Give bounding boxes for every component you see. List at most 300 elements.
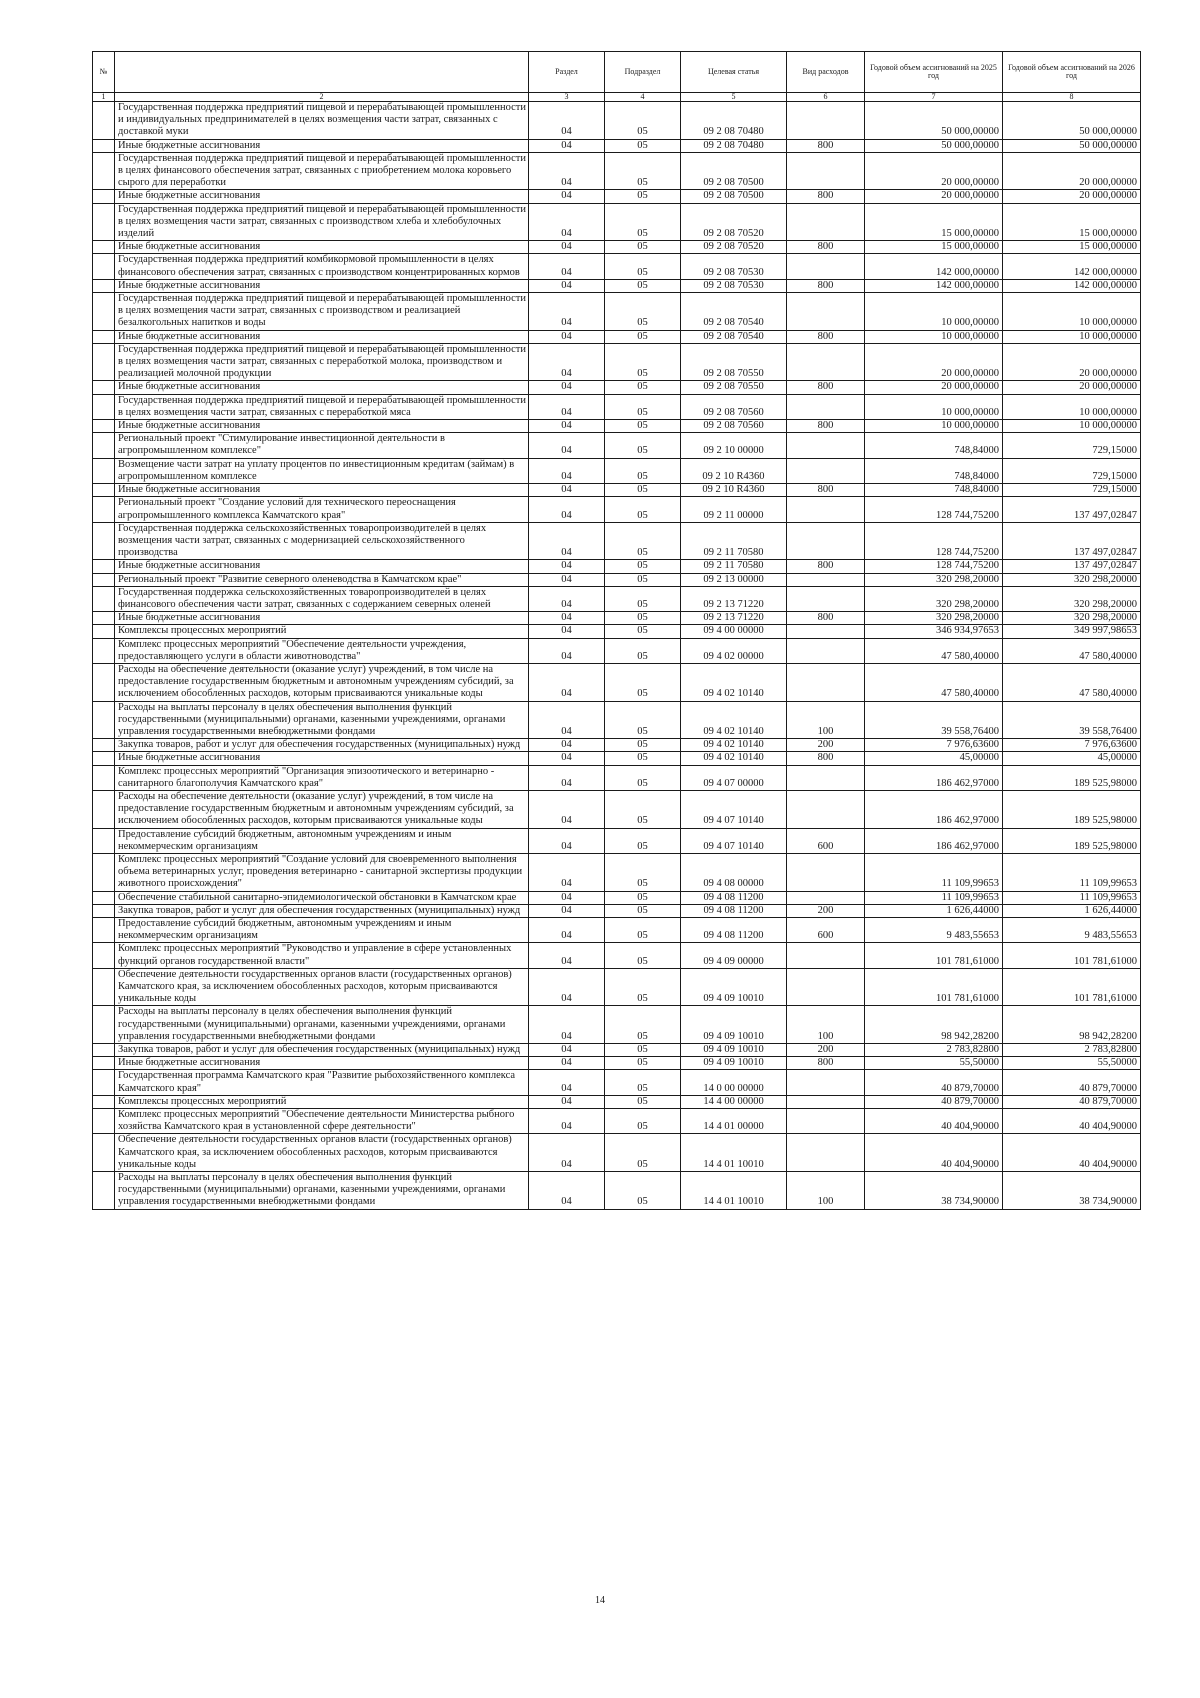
amount-2025-cell: 142 000,00000: [865, 254, 1003, 279]
expense-type-cell: 200: [787, 904, 865, 917]
amount-2025-cell: 748,84000: [865, 433, 1003, 458]
amount-2025-cell: 10 000,00000: [865, 420, 1003, 433]
amount-2025-cell: 40 404,90000: [865, 1134, 1003, 1172]
description-cell: Закупка товаров, работ и услуг для обеспечения государственных (муниципальных) нужд: [115, 904, 529, 917]
target-article-cell: 09 2 08 70530: [681, 254, 787, 279]
amount-2026-cell: 9 483,55653: [1003, 918, 1141, 943]
expense-type-cell: [787, 254, 865, 279]
section-cell: 04: [529, 891, 605, 904]
target-article-cell: 09 4 09 10010: [681, 1044, 787, 1057]
table-row: [93, 241, 1141, 254]
description-cell: Обеспечение деятельности государственных органов власти (государственных органов) Камчатского края, за исключением обособленных расходов, которым присваиваются уникальные коды: [115, 968, 529, 1006]
row-number-cell: [93, 330, 115, 343]
amount-2026-cell: 20 000,00000: [1003, 343, 1141, 381]
amount-2025-cell: 40 404,90000: [865, 1109, 1003, 1134]
expense-type-cell: [787, 497, 865, 522]
amount-2025-cell: 38 734,90000: [865, 1172, 1003, 1210]
description-cell: Иные бюджетные ассигнования: [115, 484, 529, 497]
row-number-cell: [93, 1172, 115, 1210]
description-cell: Иные бюджетные ассигнования: [115, 1057, 529, 1070]
header-description: [115, 52, 529, 93]
target-article-cell: 09 2 08 70540: [681, 330, 787, 343]
description-cell: Иные бюджетные ассигнования: [115, 279, 529, 292]
row-number-cell: [93, 381, 115, 394]
subsection-cell: 05: [605, 152, 681, 190]
section-cell: 04: [529, 1109, 605, 1134]
amount-2025-cell: 128 744,75200: [865, 522, 1003, 560]
target-article-cell: 09 2 08 70480: [681, 102, 787, 140]
amount-2026-cell: 15 000,00000: [1003, 241, 1141, 254]
table-row: [93, 497, 1141, 522]
section-cell: 04: [529, 701, 605, 739]
description-cell: Государственная поддержка предприятий пищевой и перерабатывающей промышленности в целях финансового обеспечения затрат, связанных с приобретением молока коровьего сырого для переработки: [115, 152, 529, 190]
amount-2026-cell: 320 298,20000: [1003, 612, 1141, 625]
amount-2026-cell: 101 781,61000: [1003, 968, 1141, 1006]
expense-type-cell: 800: [787, 139, 865, 152]
section-cell: 04: [529, 586, 605, 611]
amount-2025-cell: 10 000,00000: [865, 394, 1003, 419]
section-cell: 04: [529, 1006, 605, 1044]
amount-2026-cell: 50 000,00000: [1003, 139, 1141, 152]
row-number-cell: [93, 102, 115, 140]
table-row: [93, 625, 1141, 638]
description-cell: Предоставление субсидий бюджетным, автономным учреждениям и иным некоммерческим организациям: [115, 918, 529, 943]
table-row: [93, 433, 1141, 458]
target-article-cell: 09 4 08 00000: [681, 853, 787, 891]
expense-type-cell: [787, 663, 865, 701]
amount-2026-cell: 11 109,99653: [1003, 891, 1141, 904]
target-article-cell: 09 2 13 71220: [681, 612, 787, 625]
target-article-cell: 09 4 09 00000: [681, 943, 787, 968]
row-number-cell: [93, 1006, 115, 1044]
subsection-cell: 05: [605, 943, 681, 968]
subsection-cell: 05: [605, 394, 681, 419]
target-article-cell: 14 4 01 00000: [681, 1109, 787, 1134]
table-row: [93, 968, 1141, 1006]
table-row: [93, 560, 1141, 573]
expense-type-cell: 200: [787, 739, 865, 752]
section-cell: 04: [529, 904, 605, 917]
row-number-cell: [93, 1095, 115, 1108]
header-col-number: 3: [529, 93, 605, 102]
row-number-cell: [93, 254, 115, 279]
amount-2026-cell: 729,15000: [1003, 433, 1141, 458]
expense-type-cell: [787, 394, 865, 419]
amount-2025-cell: 40 879,70000: [865, 1095, 1003, 1108]
amount-2025-cell: 101 781,61000: [865, 943, 1003, 968]
subsection-cell: 05: [605, 1172, 681, 1210]
amount-2025-cell: 748,84000: [865, 484, 1003, 497]
subsection-cell: 05: [605, 1109, 681, 1134]
expense-type-cell: 800: [787, 752, 865, 765]
expense-type-cell: [787, 625, 865, 638]
amount-2026-cell: 20 000,00000: [1003, 152, 1141, 190]
amount-2025-cell: 9 483,55653: [865, 918, 1003, 943]
description-cell: Обеспечение деятельности государственных органов власти (государственных органов) Камчатского края, за исключением обособленных расходов, которым присваиваются уникальные коды: [115, 1134, 529, 1172]
description-cell: Предоставление субсидий бюджетным, автономным учреждениям и иным некоммерческим организациям: [115, 828, 529, 853]
subsection-cell: 05: [605, 293, 681, 331]
amount-2025-cell: 45,00000: [865, 752, 1003, 765]
amount-2026-cell: 729,15000: [1003, 484, 1141, 497]
description-cell: Комплекс процессных мероприятий "Обеспечение деятельности Министерства рыбного хозяйства Камчатского края в установленной сфере деятельности": [115, 1109, 529, 1134]
target-article-cell: 14 0 00 00000: [681, 1070, 787, 1095]
subsection-cell: 05: [605, 420, 681, 433]
section-cell: 04: [529, 943, 605, 968]
subsection-cell: 05: [605, 625, 681, 638]
row-number-cell: [93, 1109, 115, 1134]
amount-2025-cell: 47 580,40000: [865, 638, 1003, 663]
row-number-cell: [93, 420, 115, 433]
subsection-cell: 05: [605, 853, 681, 891]
subsection-cell: 05: [605, 586, 681, 611]
amount-2025-cell: 1 626,44000: [865, 904, 1003, 917]
amount-2025-cell: 128 744,75200: [865, 560, 1003, 573]
table-row: [93, 828, 1141, 853]
target-article-cell: 09 2 08 70550: [681, 343, 787, 381]
description-cell: Региональный проект "Создание условий для технического переоснащения агропромышленного комплекса Камчатского края": [115, 497, 529, 522]
expense-type-cell: [787, 968, 865, 1006]
section-cell: 04: [529, 1057, 605, 1070]
expense-type-cell: 800: [787, 1057, 865, 1070]
subsection-cell: 05: [605, 203, 681, 241]
description-cell: Закупка товаров, работ и услуг для обеспечения государственных (муниципальных) нужд: [115, 739, 529, 752]
expense-type-cell: 600: [787, 828, 865, 853]
expense-type-cell: 800: [787, 484, 865, 497]
table-row: [93, 330, 1141, 343]
description-cell: Расходы на обеспечение деятельности (оказание услуг) учреждений, в том числе на предоставление государственным бюджетным и автономным учреждениям субсидий, за исключением обособленных расходов, которым присваиваются уникальные коды: [115, 790, 529, 828]
subsection-cell: 05: [605, 102, 681, 140]
subsection-cell: 05: [605, 1057, 681, 1070]
amount-2025-cell: 346 934,97653: [865, 625, 1003, 638]
header-expense-type: Вид расходов: [787, 52, 865, 93]
amount-2026-cell: 20 000,00000: [1003, 190, 1141, 203]
description-cell: Государственная поддержка предприятий пищевой и перерабатывающей промышленности в целях возмещения части затрат, связанных с производством хлеба и хлебобулочных изделий: [115, 203, 529, 241]
target-article-cell: 09 2 08 70540: [681, 293, 787, 331]
amount-2026-cell: 137 497,02847: [1003, 560, 1141, 573]
expense-type-cell: [787, 152, 865, 190]
subsection-cell: 05: [605, 828, 681, 853]
target-article-cell: 09 2 13 00000: [681, 573, 787, 586]
subsection-cell: 05: [605, 139, 681, 152]
amount-2026-cell: 10 000,00000: [1003, 330, 1141, 343]
subsection-cell: 05: [605, 241, 681, 254]
description-cell: Расходы на выплаты персоналу в целях обеспечения выполнения функций государственными (муниципальными) органами, казенными учреждениями, органами управления государственными внебюджетными фондами: [115, 1006, 529, 1044]
row-number-cell: [93, 1070, 115, 1095]
amount-2025-cell: 320 298,20000: [865, 586, 1003, 611]
subsection-cell: 05: [605, 1134, 681, 1172]
expense-type-cell: [787, 853, 865, 891]
target-article-cell: 09 4 00 00000: [681, 625, 787, 638]
amount-2026-cell: 2 783,82800: [1003, 1044, 1141, 1057]
target-article-cell: 09 2 08 70560: [681, 394, 787, 419]
target-article-cell: 09 4 09 10010: [681, 1057, 787, 1070]
table-row: [93, 612, 1141, 625]
target-article-cell: 09 4 08 11200: [681, 918, 787, 943]
target-article-cell: 09 2 08 70560: [681, 420, 787, 433]
amount-2026-cell: 10 000,00000: [1003, 394, 1141, 419]
section-cell: 04: [529, 190, 605, 203]
amount-2025-cell: 7 976,63600: [865, 739, 1003, 752]
target-article-cell: 09 4 02 10140: [681, 739, 787, 752]
description-cell: Комплекс процессных мероприятий "Руководство и управление в сфере установленных функций органов государственной власти": [115, 943, 529, 968]
target-article-cell: 09 2 11 00000: [681, 497, 787, 522]
target-article-cell: 09 2 13 71220: [681, 586, 787, 611]
amount-2025-cell: 128 744,75200: [865, 497, 1003, 522]
amount-2026-cell: 47 580,40000: [1003, 638, 1141, 663]
table-row: [93, 638, 1141, 663]
expense-type-cell: [787, 1134, 865, 1172]
section-cell: 04: [529, 458, 605, 483]
section-cell: 04: [529, 560, 605, 573]
amount-2025-cell: 20 000,00000: [865, 381, 1003, 394]
expense-type-cell: 100: [787, 1006, 865, 1044]
row-number-cell: [93, 638, 115, 663]
expense-type-cell: [787, 638, 865, 663]
description-cell: Государственная поддержка предприятий пищевой и перерабатывающей промышленности в целях возмещения части затрат, связанных с производством и реализацией безалкогольных напитков и воды: [115, 293, 529, 331]
amount-2025-cell: 15 000,00000: [865, 241, 1003, 254]
row-number-cell: [93, 190, 115, 203]
row-number-cell: [93, 433, 115, 458]
row-number-cell: [93, 241, 115, 254]
section-cell: 04: [529, 1044, 605, 1057]
expense-type-cell: 800: [787, 381, 865, 394]
row-number-cell: [93, 522, 115, 560]
row-number-cell: [93, 790, 115, 828]
target-article-cell: 09 2 10 R4360: [681, 458, 787, 483]
header-col-number: 5: [681, 93, 787, 102]
row-number-cell: [93, 343, 115, 381]
row-number-cell: [93, 752, 115, 765]
target-article-cell: 09 2 08 70520: [681, 203, 787, 241]
amount-2026-cell: 10 000,00000: [1003, 420, 1141, 433]
amount-2026-cell: 101 781,61000: [1003, 943, 1141, 968]
amount-2025-cell: 320 298,20000: [865, 612, 1003, 625]
row-number-cell: [93, 904, 115, 917]
row-number-cell: [93, 891, 115, 904]
table-row: [93, 394, 1141, 419]
table-row: [93, 458, 1141, 483]
description-cell: Государственная поддержка сельскохозяйственных товаропроизводителей в целях финансового обеспечения части затрат, связанных с содержанием северных оленей: [115, 586, 529, 611]
amount-2026-cell: 729,15000: [1003, 458, 1141, 483]
subsection-cell: 05: [605, 891, 681, 904]
amount-2026-cell: 1 626,44000: [1003, 904, 1141, 917]
amount-2026-cell: 137 497,02847: [1003, 522, 1141, 560]
budget-table-sheet: [92, 51, 1140, 1210]
description-cell: Иные бюджетные ассигнования: [115, 190, 529, 203]
amount-2025-cell: 50 000,00000: [865, 139, 1003, 152]
amount-2025-cell: 50 000,00000: [865, 102, 1003, 140]
description-cell: Государственная поддержка предприятий пищевой и перерабатывающей промышленности в целях возмещения части затрат, связанных с переработкой мяса: [115, 394, 529, 419]
section-cell: 04: [529, 612, 605, 625]
description-cell: Государственная программа Камчатского края "Развитие рыбохозяйственного комплекса Камчатского края": [115, 1070, 529, 1095]
row-number-cell: [93, 828, 115, 853]
amount-2026-cell: 55,50000: [1003, 1057, 1141, 1070]
header-2025: Годовой объем ассигнований на 2025 год: [865, 52, 1003, 93]
target-article-cell: 14 4 00 00000: [681, 1095, 787, 1108]
target-article-cell: 09 2 08 70530: [681, 279, 787, 292]
section-cell: 04: [529, 381, 605, 394]
expense-type-cell: [787, 1095, 865, 1108]
header-col-number: 2: [115, 93, 529, 102]
amount-2026-cell: 47 580,40000: [1003, 663, 1141, 701]
table-row: [93, 1095, 1141, 1108]
amount-2026-cell: 189 525,98000: [1003, 790, 1141, 828]
subsection-cell: 05: [605, 765, 681, 790]
subsection-cell: 05: [605, 484, 681, 497]
description-cell: Иные бюджетные ассигнования: [115, 420, 529, 433]
header-target: Целевая статья: [681, 52, 787, 93]
row-number-cell: [93, 943, 115, 968]
description-cell: Комплекс процессных мероприятий "Организация эпизоотического и ветеринарно - санитарного благополучия Камчатского края": [115, 765, 529, 790]
target-article-cell: 09 2 08 70480: [681, 139, 787, 152]
row-number-cell: [93, 1044, 115, 1057]
expense-type-cell: [787, 891, 865, 904]
subsection-cell: 05: [605, 343, 681, 381]
amount-2025-cell: 11 109,99653: [865, 853, 1003, 891]
table-row: [93, 279, 1141, 292]
target-article-cell: 09 4 09 10010: [681, 968, 787, 1006]
table-row: [93, 765, 1141, 790]
subsection-cell: 05: [605, 701, 681, 739]
row-number-cell: [93, 279, 115, 292]
row-number-cell: [93, 1057, 115, 1070]
section-cell: 04: [529, 330, 605, 343]
subsection-cell: 05: [605, 522, 681, 560]
expense-type-cell: [787, 203, 865, 241]
description-cell: Государственная поддержка предприятий пищевой и перерабатывающей промышленности в целях возмещения части затрат, связанных с переработкой молока, производством и реализацией молочной продукции: [115, 343, 529, 381]
amount-2025-cell: 11 109,99653: [865, 891, 1003, 904]
expense-type-cell: [787, 1109, 865, 1134]
table-row: [93, 1070, 1141, 1095]
target-article-cell: 09 4 09 10010: [681, 1006, 787, 1044]
amount-2026-cell: 40 404,90000: [1003, 1109, 1141, 1134]
table-row: [93, 790, 1141, 828]
description-cell: Закупка товаров, работ и услуг для обеспечения государственных (муниципальных) нужд: [115, 1044, 529, 1057]
section-cell: 04: [529, 433, 605, 458]
target-article-cell: 09 2 08 70500: [681, 190, 787, 203]
subsection-cell: 05: [605, 1006, 681, 1044]
table-row: [93, 293, 1141, 331]
table-row: [93, 254, 1141, 279]
budget-table: [92, 51, 1141, 1210]
subsection-cell: 05: [605, 739, 681, 752]
row-number-cell: [93, 293, 115, 331]
expense-type-cell: 800: [787, 241, 865, 254]
subsection-cell: 05: [605, 254, 681, 279]
description-cell: Иные бюджетные ассигнования: [115, 560, 529, 573]
subsection-cell: 05: [605, 573, 681, 586]
amount-2026-cell: 39 558,76400: [1003, 701, 1141, 739]
row-number-cell: [93, 139, 115, 152]
row-number-cell: [93, 152, 115, 190]
description-cell: Государственная поддержка предприятий комбикормовой промышленности в целях финансового обеспечения затрат, связанных с производством концентрированных кормов: [115, 254, 529, 279]
amount-2026-cell: 15 000,00000: [1003, 203, 1141, 241]
description-cell: Региональный проект "Развитие северного оленеводства в Камчатском крае": [115, 573, 529, 586]
amount-2025-cell: 47 580,40000: [865, 663, 1003, 701]
subsection-cell: 05: [605, 968, 681, 1006]
amount-2025-cell: 320 298,20000: [865, 573, 1003, 586]
row-number-cell: [93, 1134, 115, 1172]
header-section: Раздел: [529, 52, 605, 93]
description-cell: Комплексы процессных мероприятий: [115, 1095, 529, 1108]
table-row: [93, 484, 1141, 497]
row-number-cell: [93, 663, 115, 701]
table-row: [93, 139, 1141, 152]
section-cell: 04: [529, 152, 605, 190]
description-cell: Расходы на выплаты персоналу в целях обеспечения выполнения функций государственными (муниципальными) органами, казенными учреждениями, органами управления государственными внебюджетными фондами: [115, 1172, 529, 1210]
amount-2025-cell: 20 000,00000: [865, 152, 1003, 190]
table-row: [93, 522, 1141, 560]
table-row: [93, 343, 1141, 381]
expense-type-cell: 800: [787, 612, 865, 625]
section-cell: 04: [529, 765, 605, 790]
row-number-cell: [93, 968, 115, 1006]
description-cell: Иные бюджетные ассигнования: [115, 330, 529, 343]
section-cell: 04: [529, 343, 605, 381]
table-row: [93, 853, 1141, 891]
target-article-cell: 09 4 07 10140: [681, 828, 787, 853]
subsection-cell: 05: [605, 918, 681, 943]
section-cell: 04: [529, 203, 605, 241]
amount-2025-cell: 2 783,82800: [865, 1044, 1003, 1057]
description-cell: Иные бюджетные ассигнования: [115, 381, 529, 394]
table-row: [93, 663, 1141, 701]
amount-2025-cell: 10 000,00000: [865, 293, 1003, 331]
subsection-cell: 05: [605, 638, 681, 663]
expense-type-cell: [787, 102, 865, 140]
amount-2026-cell: 349 997,98653: [1003, 625, 1141, 638]
row-number-cell: [93, 458, 115, 483]
amount-2025-cell: 98 942,28200: [865, 1006, 1003, 1044]
table-row: [93, 152, 1141, 190]
description-cell: Возмещение части затрат на уплату процентов по инвестиционным кредитам (займам) в агропромышленном комплексе: [115, 458, 529, 483]
section-cell: 04: [529, 573, 605, 586]
row-number-cell: [93, 484, 115, 497]
target-article-cell: 09 2 08 70550: [681, 381, 787, 394]
description-cell: Иные бюджетные ассигнования: [115, 612, 529, 625]
table-row: [93, 203, 1141, 241]
target-article-cell: 09 4 02 10140: [681, 663, 787, 701]
section-cell: 04: [529, 1070, 605, 1095]
subsection-cell: 05: [605, 190, 681, 203]
amount-2026-cell: 7 976,63600: [1003, 739, 1141, 752]
amount-2025-cell: 10 000,00000: [865, 330, 1003, 343]
table-row: [93, 1134, 1141, 1172]
table-row: [93, 1057, 1141, 1070]
amount-2025-cell: 20 000,00000: [865, 343, 1003, 381]
header-no: №: [93, 52, 115, 93]
description-cell: Иные бюджетные ассигнования: [115, 139, 529, 152]
table-row: [93, 701, 1141, 739]
amount-2026-cell: 189 525,98000: [1003, 828, 1141, 853]
description-cell: Государственная поддержка сельскохозяйственных товаропроизводителей в целях возмещения части затрат, связанных с модернизацией сельскохозяйственного производства: [115, 522, 529, 560]
description-cell: Комплекс процессных мероприятий "Обеспечение деятельности учреждения, предоставляющего услуги в области животноводства": [115, 638, 529, 663]
table-row: [93, 381, 1141, 394]
subsection-cell: 05: [605, 1070, 681, 1095]
subsection-cell: 05: [605, 790, 681, 828]
amount-2026-cell: 320 298,20000: [1003, 586, 1141, 611]
section-cell: 04: [529, 752, 605, 765]
expense-type-cell: 100: [787, 701, 865, 739]
section-cell: 04: [529, 739, 605, 752]
expense-type-cell: [787, 586, 865, 611]
table-row: [93, 943, 1141, 968]
amount-2026-cell: 40 404,90000: [1003, 1134, 1141, 1172]
subsection-cell: 05: [605, 663, 681, 701]
amount-2026-cell: 20 000,00000: [1003, 381, 1141, 394]
expense-type-cell: [787, 790, 865, 828]
header-col-number: 8: [1003, 93, 1141, 102]
